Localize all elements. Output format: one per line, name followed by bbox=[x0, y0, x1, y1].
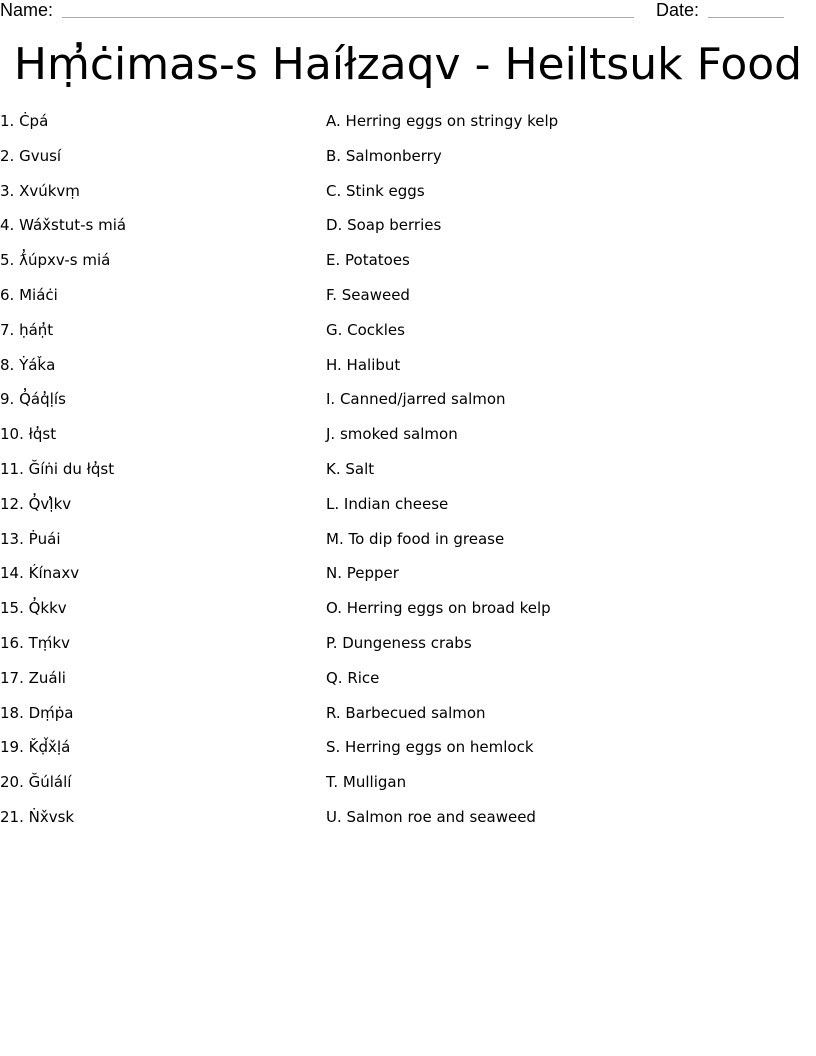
term-item: 9. Q̓áq̓ḷís bbox=[0, 390, 66, 409]
definition-item: P. Dungeness crabs bbox=[326, 633, 472, 652]
term-item: 8. Ẏáǩa bbox=[0, 355, 56, 374]
term-item: 14. Ḱínaxv bbox=[0, 564, 80, 583]
definition-item: E. Potatoes bbox=[326, 251, 410, 270]
definition-list bbox=[326, 104, 806, 835]
term-item: 19. Ǩḍ̌x̌ḷá bbox=[0, 738, 71, 757]
definition-item: I. Canned/jarred salmon bbox=[326, 390, 506, 409]
name-label: Name: bbox=[0, 0, 54, 20]
definition-item: F. Seaweed bbox=[326, 285, 410, 304]
term-item: 1. Ċpá bbox=[0, 112, 49, 130]
definition-item: G. Cockles bbox=[326, 320, 405, 339]
definition-item: H. Halibut bbox=[326, 355, 401, 374]
term-item: 10. łq̓st bbox=[0, 425, 57, 444]
term-item: 6. Miáċi bbox=[0, 285, 58, 304]
definition-item: D. Soap berries bbox=[326, 216, 442, 235]
date-label: Date: bbox=[656, 0, 700, 20]
term-list bbox=[0, 104, 310, 835]
term-item: 21. Ṅx̌vsk bbox=[0, 807, 75, 826]
name-blank-line[interactable] bbox=[62, 17, 634, 18]
definition-item: R. Barbecued salmon bbox=[326, 703, 486, 722]
term-item: 15. Q̓kkv bbox=[0, 599, 67, 618]
definition-item: U. Salmon roe and seaweed bbox=[326, 807, 536, 826]
definition-item: Q. Rice bbox=[326, 668, 380, 687]
definition-item: B. Salmonberry bbox=[326, 146, 442, 165]
term-item: 20. Ğúlálí bbox=[0, 773, 72, 792]
term-item: 17. Zuáli bbox=[0, 668, 66, 687]
date-blank-line[interactable] bbox=[708, 17, 784, 18]
term-item: 4. Wáx̌stut-s miá bbox=[0, 216, 127, 235]
definition-item: T. Mulligan bbox=[326, 773, 407, 792]
definition-item: N. Pepper bbox=[326, 564, 399, 583]
definition-item: J. smoked salmon bbox=[326, 425, 458, 444]
term-item: 13. Ṗuái bbox=[0, 529, 61, 548]
term-item: 5. ƛ̓úpxv-s miá bbox=[0, 251, 111, 270]
term-item: 16. Tṃ́kv bbox=[0, 633, 70, 652]
definition-item: M. To dip food in grease bbox=[326, 529, 505, 548]
definition-item: S. Herring eggs on hemlock bbox=[326, 738, 534, 757]
definition-item: O. Herring eggs on broad kelp bbox=[326, 599, 551, 618]
term-item: 3. Xvúkvṃ bbox=[0, 181, 80, 200]
term-item: 12. Q̓vḷ̓kv bbox=[0, 494, 72, 513]
term-item: 18. Dṃ́ṗa bbox=[0, 703, 74, 722]
term-item: 2. Gvusí bbox=[0, 146, 62, 165]
definition-item: L. Indian cheese bbox=[326, 494, 449, 513]
term-item: 11. Ğíṅi du łq̓st bbox=[0, 459, 115, 478]
definition-item: A. Herring eggs on stringy kelp bbox=[326, 112, 559, 130]
name-date-header bbox=[0, 0, 816, 24]
definition-item: K. Salt bbox=[326, 459, 375, 478]
definition-item: C. Stink eggs bbox=[326, 181, 425, 200]
page-title: Hṃ̓ċimas-s Haíłzaqv - Heiltsuk Food bbox=[13, 39, 803, 90]
term-item: 7. ḥáṇ̓t bbox=[0, 320, 54, 339]
